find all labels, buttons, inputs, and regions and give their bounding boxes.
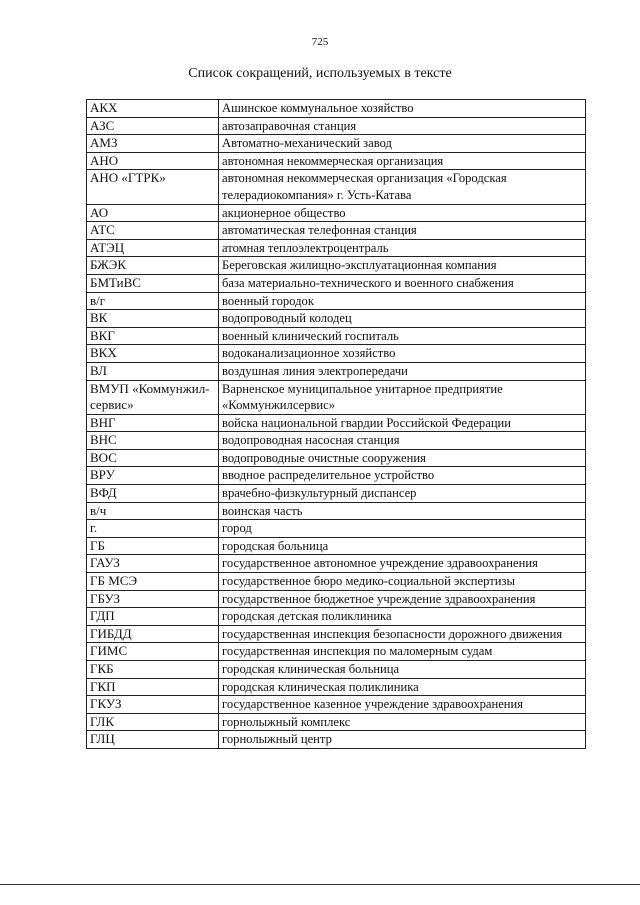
page-number: 725 [311,36,329,48]
abbreviation-cell: ВК [87,310,219,328]
abbreviation-cell: ВКГ [87,327,219,345]
abbreviation-cell: ВНГ [87,414,219,432]
abbreviation-cell: БМТиВС [87,274,219,292]
table-row [87,432,586,450]
table-row [87,310,586,328]
definition-cell: Ашинское коммунальное хозяйство [219,100,586,118]
table-row [87,204,586,222]
table-row [87,152,586,170]
abbreviation-cell: АО [87,204,219,222]
footer-divider [0,884,640,885]
definition-cell: городская клиническая больница [219,661,586,679]
definition-cell: городская больница [219,537,586,555]
table-row [87,449,586,467]
page-title: Список сокращений, используемых в тексте [188,66,452,81]
table-row [87,222,586,240]
abbreviation-cell: г. [87,520,219,538]
definition-cell: водоканализационное хозяйство [219,345,586,363]
definition-cell: город [219,520,586,538]
abbreviation-cell: ГИМС [87,643,219,661]
table-row [87,625,586,643]
abbreviation-cell: ГБУЗ [87,590,219,608]
table-row [87,467,586,485]
table-row [87,696,586,714]
table-row [87,100,586,118]
table-row [87,555,586,573]
table-row [87,257,586,275]
definition-cell: автозаправочная станция [219,117,586,135]
abbreviations-table-body [87,100,586,749]
abbreviation-cell: ВЛ [87,362,219,380]
definition-cell: военный клинический госпиталь [219,327,586,345]
table-row [87,170,586,204]
definition-cell: государственное казенное учреждение здравоохранения [219,696,586,714]
abbreviation-cell: АМЗ [87,135,219,153]
definition-cell: база материально-технического и военного снабжения [219,274,586,292]
abbreviation-cell: ГБ [87,537,219,555]
definition-cell: государственное автономное учреждение здравоохранения [219,555,586,573]
abbreviation-cell: АКХ [87,100,219,118]
abbreviation-cell: АНО «ГТРК» [87,170,219,204]
table-row [87,573,586,591]
definition-cell: вводное распределительное устройство [219,467,586,485]
definition-cell: воздушная линия электропередачи [219,362,586,380]
definition-cell: автономная некоммерческая организация [219,152,586,170]
abbreviations-table [86,99,586,749]
table-row [87,414,586,432]
abbreviation-cell: ГИБДД [87,625,219,643]
table-row [87,117,586,135]
abbreviation-cell: в/ч [87,502,219,520]
table-row [87,520,586,538]
definition-cell: горнолыжный комплекс [219,713,586,731]
definition-cell: городская детская поликлиника [219,608,586,626]
definition-cell: врачебно-физкультурный диспансер [219,485,586,503]
definition-cell: государственная инспекция по маломерным судам [219,643,586,661]
abbreviation-cell: ГАУЗ [87,555,219,573]
definition-cell: горнолыжный центр [219,731,586,749]
table-row [87,239,586,257]
definition-cell: воинская часть [219,502,586,520]
abbreviation-cell: ВФД [87,485,219,503]
abbreviation-cell: АТС [87,222,219,240]
abbreviation-cell: ВМУП «Коммунжил-сервис» [87,380,219,414]
table-row [87,713,586,731]
definition-cell: государственная инспекция безопасности дорожного движения [219,625,586,643]
abbreviation-cell: ГДП [87,608,219,626]
table-row [87,661,586,679]
abbreviation-cell: АНО [87,152,219,170]
table-row [87,345,586,363]
definition-cell: войска национальной гвардии Российской Федерации [219,414,586,432]
abbreviation-cell: ГКП [87,678,219,696]
table-row [87,135,586,153]
abbreviation-cell: ГКБ [87,661,219,679]
table-row [87,643,586,661]
table-row [87,678,586,696]
abbreviation-cell: ВНС [87,432,219,450]
table-row [87,362,586,380]
abbreviation-cell: ГБ МСЭ [87,573,219,591]
definition-cell: акционерное общество [219,204,586,222]
definition-cell: государственное бюджетное учреждение здравоохранения [219,590,586,608]
abbreviation-cell: БЖЭК [87,257,219,275]
definition-cell: водопроводные очистные сооружения [219,449,586,467]
abbreviation-cell: ГЛК [87,713,219,731]
abbreviation-cell: ГЛЦ [87,731,219,749]
table-row [87,502,586,520]
table-row [87,537,586,555]
abbreviation-cell: ВКХ [87,345,219,363]
definition-cell: Береговская жилищно-эксплуатационная компания [219,257,586,275]
abbreviation-cell: ВРУ [87,467,219,485]
table-row [87,292,586,310]
definition-cell: автоматическая телефонная станция [219,222,586,240]
definition-cell: Варненское муниципальное унитарное предприятие «Коммунжилсервис» [219,380,586,414]
definition-cell: военный городок [219,292,586,310]
abbreviation-cell: АЗС [87,117,219,135]
definition-cell: автономная некоммерческая организация «Городская телерадиокомпания» г. Усть-Катава [219,170,586,204]
table-row [87,274,586,292]
table-row [87,380,586,414]
definition-cell: государственное бюро медико-социальной экспертизы [219,573,586,591]
table-row [87,327,586,345]
definition-cell: атомная теплоэлектроцентраль [219,239,586,257]
abbreviation-cell: ВОС [87,449,219,467]
table-row [87,590,586,608]
abbreviation-cell: АТЭЦ [87,239,219,257]
definition-cell: городская клиническая поликлиника [219,678,586,696]
abbreviation-cell: ГКУЗ [87,696,219,714]
abbreviation-cell: в/г [87,292,219,310]
definition-cell: водопроводная насосная станция [219,432,586,450]
table-row [87,608,586,626]
table-row [87,485,586,503]
table-row [87,731,586,749]
definition-cell: водопроводный колодец [219,310,586,328]
definition-cell: Автоматно-механический завод [219,135,586,153]
